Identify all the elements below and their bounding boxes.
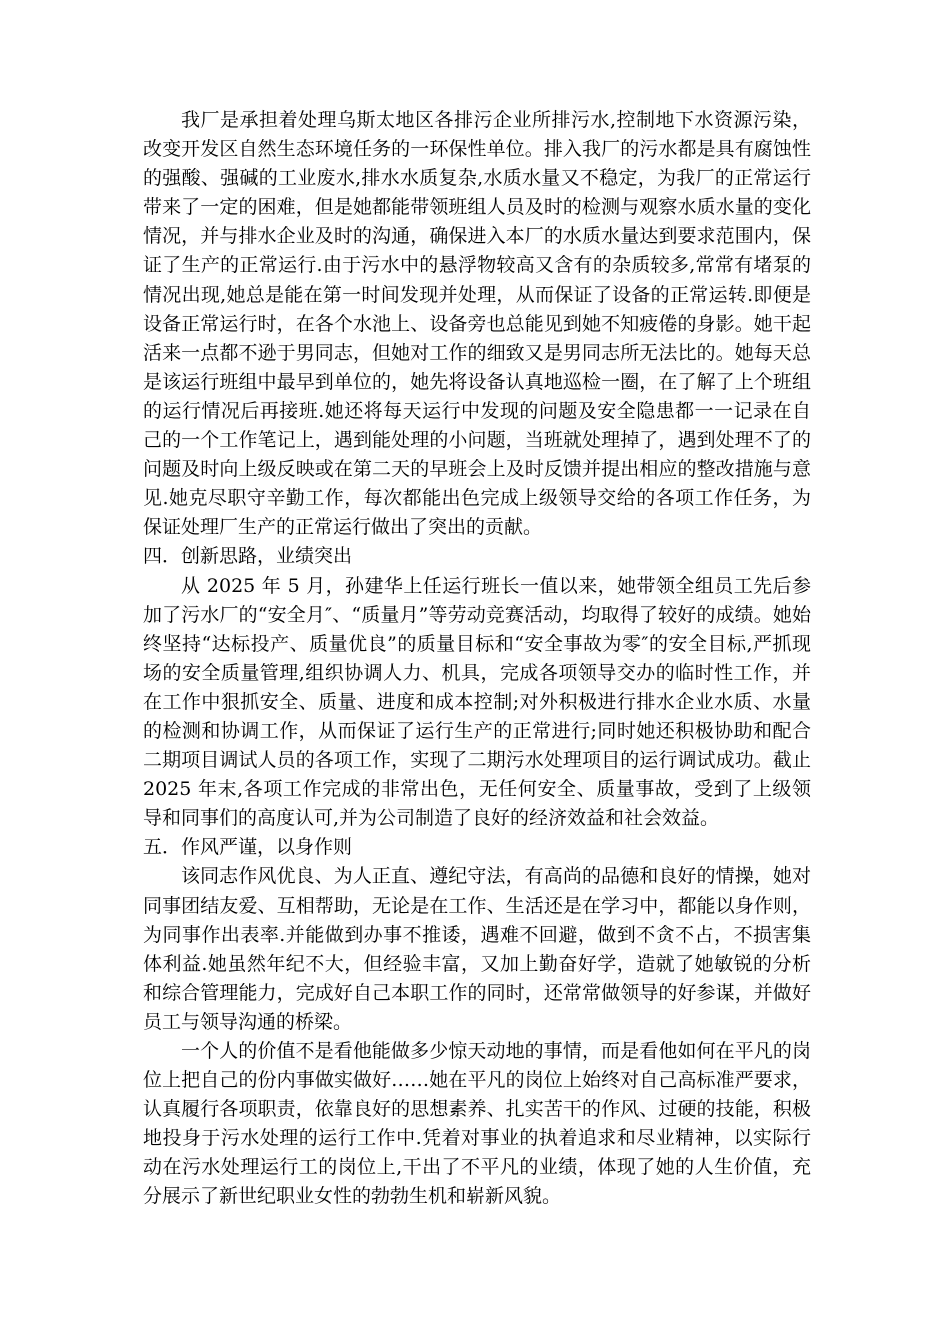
paragraph-plant-operations: 我厂是承担着处理乌斯太地区各排污企业所排污水,控制地下水资源污染，改变开发区自然生态环境任务的一环保性单位。排入我厂的污水都是具有腐蚀性的强酸、强碱的工业废水,排水水质复杂,水质水量又不稳定，为我厂的正常运行带来了一定的困难，但是她都能带领班组人员及时的检测与观察水质水量的变化情况，并与排水企业及时的沟通，确保进入本厂的水质水量达到要求范围内，保证了生产的正常运行.由于污水中的悬浮物较高又含有的杂质较多,常常有堵泵的情况出现,她总是能在第一时间发现并处理，从而保证了设备的正常运转.即便是设备正常运行时，在各个水池上、设备旁也总能见到她不知疲倦的身影。她干起活来一点都不逊于男同志，但她对工作的细致又是男同志所无法比的。她每天总是该运行班组中最早到单位的，她先将设备认真地巡检一圈，在了解了上个班组的运行情况后再接班.她还将每天运行中发现的问题及安全隐患都一一记录在自己的一个工作笔记上，遇到能处理的小问题，当班就处理掉了，遇到处理不了的问题及时向上级反映或在第二天的早班会上及时反馈并提出相应的整改措施与意见.她克尽职守辛勤工作，每次都能出色完成上级领导交给的各项工作任务，为保证处理厂生产的正常运行做出了突出的贡献。 [143, 109, 811, 539]
section-heading-innovation: 四．创新思路，业绩突出 [143, 545, 353, 568]
document-body [143, 106, 811, 1212]
paragraph-character: 该同志作风优良、为人正直、遵纪守法，有高尚的品德和良好的情操，她对同事团结友爱、互相帮助，无论是在工作、生活还是在学习中，都能以身作则，为同事作出表率.并能做到办事不推诿，遇难不回避，做到不贪不占，不损害集体利益.她虽然年纪不大，但经验丰富，又加上勤奋好学，造就了她敏锐的分析和综合管理能力，完成好自己本职工作的同时，还常常做领导的好参谋，并做好员工与领导沟通的桥梁。 [143, 865, 811, 1033]
paragraph-conclusion: 一个人的价值不是看他能做多少惊天动地的事情，而是看他如何在平凡的岗位上把自己的份内事做实做好……她在平凡的岗位上始终对自己高标准严要求，认真履行各项职责，依靠良好的思想素养、扎实苦干的作风、过硬的技能，积极地投身于污水处理的运行工作中.凭着对事业的执着追求和尽业精神，以实际行动在污水处理运行工的岗位上,干出了不平凡的业绩，体现了她的人生价值，充分展示了新世纪职业女性的勃勃生机和崭新风貌。 [143, 1040, 811, 1208]
paragraph-achievements: 从 2025 年 5 月，孙建华上任运行班长一值以来，她带领全组员工先后参加了污水厂的“安全月″、“质量月”等劳动竞赛活动，均取得了较好的成绩。她始终坚持“达标投产、质量优良”的质量目标和“安全事故为零″的安全目标,严抓现场的安全质量管理,组织协调人力、机具，完成各项领导交办的临时性工作，并在工作中狠抓安全、质量、进度和成本控制;对外积极进行排水企业水质、水量的检测和协调工作，从而保证了运行生产的正常进行;同时她还积极协助和配合二期项目调试人员的各项工作，实现了二期污水处理项目的运行调试成功。截止 2025 年末,各项工作完成的非常出色，无任何安全、质量事故，受到了上级领导和同事们的高度认可,并为公司制造了良好的经济效益和社会效益。 [143, 574, 811, 830]
section-heading-work-style: 五．作风严谨，以身作则 [143, 836, 353, 859]
